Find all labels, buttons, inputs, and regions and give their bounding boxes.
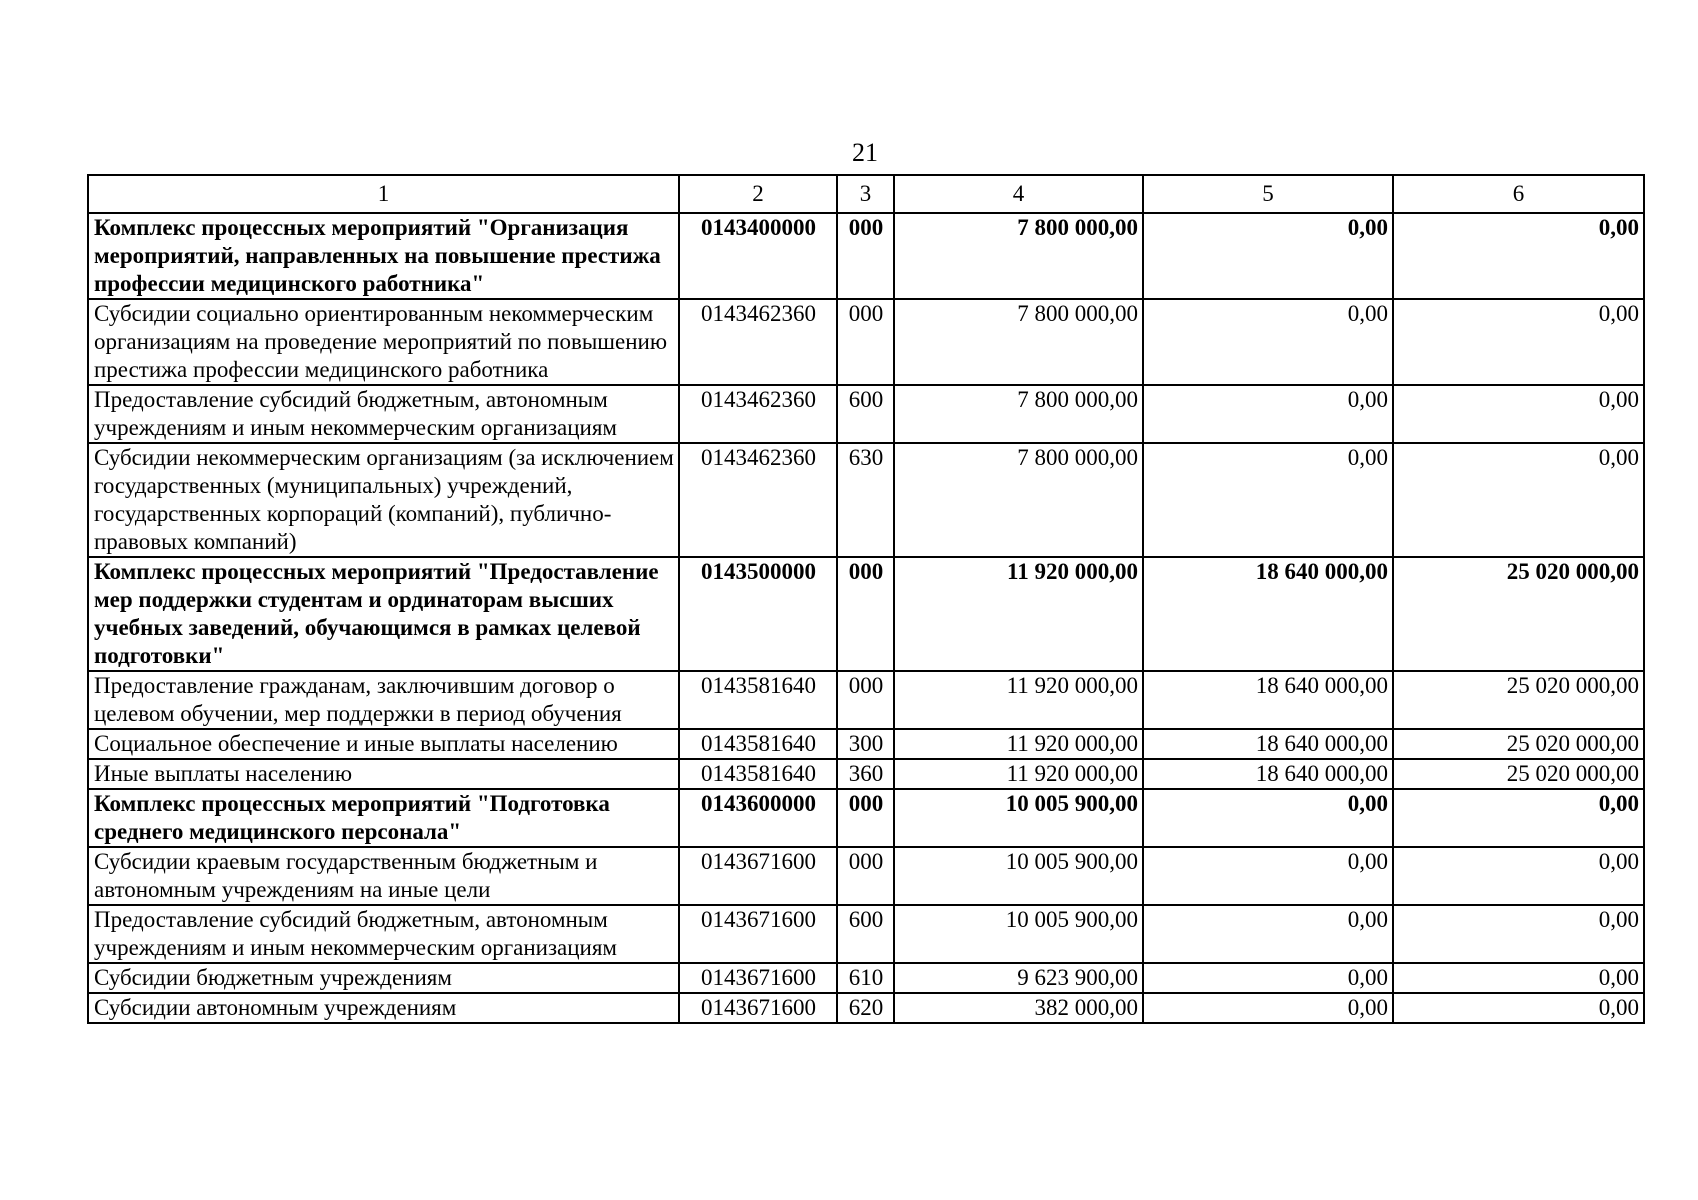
- table-row: [88, 759, 1644, 789]
- row-name-cell: Предоставление субсидий бюджетным, автономным учреждениям и иным некоммерческим организациям: [88, 385, 679, 443]
- row-amount-col6: 25 020 000,00: [1393, 671, 1644, 729]
- row-amount-col5: 0,00: [1143, 905, 1393, 963]
- row-code-cell: 0143462360: [679, 299, 837, 385]
- row-amount-col6: 0,00: [1393, 847, 1644, 905]
- row-kind-cell: 610: [837, 963, 894, 993]
- row-code-cell: 0143500000: [679, 557, 837, 671]
- row-amount-col4: 11 920 000,00: [894, 759, 1143, 789]
- row-kind-cell: 000: [837, 213, 894, 299]
- table-body: [88, 213, 1644, 1023]
- row-name-cell: Комплекс процессных мероприятий "Организация мероприятий, направленных на повышение престижа профессии медицинского работника": [88, 213, 679, 299]
- row-kind-cell: 600: [837, 385, 894, 443]
- row-kind-cell: 630: [837, 443, 894, 557]
- row-kind-cell: 000: [837, 557, 894, 671]
- table-row: [88, 729, 1644, 759]
- row-amount-col4: 10 005 900,00: [894, 905, 1143, 963]
- row-amount-col4: 382 000,00: [894, 993, 1143, 1023]
- row-kind-cell: 000: [837, 299, 894, 385]
- row-amount-col6: 0,00: [1393, 993, 1644, 1023]
- row-code-cell: 0143600000: [679, 789, 837, 847]
- row-amount-col6: 25 020 000,00: [1393, 557, 1644, 671]
- row-code-cell: 0143671600: [679, 963, 837, 993]
- row-name-cell: Субсидии социально ориентированным некоммерческим организациям на проведение мероприятий по повышению престижа профессии медицинского работника: [88, 299, 679, 385]
- header-cell-2: 2: [679, 175, 837, 213]
- row-amount-col5: 0,00: [1143, 993, 1393, 1023]
- row-amount-col4: 11 920 000,00: [894, 671, 1143, 729]
- row-amount-col5: 0,00: [1143, 213, 1393, 299]
- row-name-cell: Комплекс процессных мероприятий "Предоставление мер поддержки студентам и ординаторам высших учебных заведений, обучающимся в рамках целевой подготовки": [88, 557, 679, 671]
- table-row: [88, 847, 1644, 905]
- row-amount-col6: 25 020 000,00: [1393, 759, 1644, 789]
- row-name-cell: Социальное обеспечение и иные выплаты населению: [88, 729, 679, 759]
- row-name-cell: Субсидии краевым государственным бюджетным и автономным учреждениям на иные цели: [88, 847, 679, 905]
- header-cell-1: 1: [88, 175, 679, 213]
- row-amount-col5: 0,00: [1143, 789, 1393, 847]
- row-amount-col5: 18 640 000,00: [1143, 729, 1393, 759]
- row-name-cell: Предоставление субсидий бюджетным, автономным учреждениям и иным некоммерческим организациям: [88, 905, 679, 963]
- row-amount-col4: 9 623 900,00: [894, 963, 1143, 993]
- row-name-cell: Субсидии автономным учреждениям: [88, 993, 679, 1023]
- row-amount-col6: 0,00: [1393, 443, 1644, 557]
- row-kind-cell: 000: [837, 847, 894, 905]
- row-code-cell: 0143581640: [679, 759, 837, 789]
- table-row: [88, 385, 1644, 443]
- row-kind-cell: 000: [837, 789, 894, 847]
- row-amount-col6: 0,00: [1393, 299, 1644, 385]
- row-name-cell: Субсидии некоммерческим организациям (за исключением государственных (муниципальных) учреждений, государственных корпораций (компаний), публично-правовых компаний): [88, 443, 679, 557]
- row-kind-cell: 300: [837, 729, 894, 759]
- row-code-cell: 0143671600: [679, 847, 837, 905]
- row-name-cell: Субсидии бюджетным учреждениям: [88, 963, 679, 993]
- row-kind-cell: 000: [837, 671, 894, 729]
- row-amount-col4: 11 920 000,00: [894, 729, 1143, 759]
- row-code-cell: 0143581640: [679, 729, 837, 759]
- header-cell-3: 3: [837, 175, 894, 213]
- row-code-cell: 0143581640: [679, 671, 837, 729]
- row-amount-col4: 7 800 000,00: [894, 213, 1143, 299]
- row-amount-col4: 11 920 000,00: [894, 557, 1143, 671]
- row-amount-col5: 18 640 000,00: [1143, 557, 1393, 671]
- row-amount-col6: 0,00: [1393, 963, 1644, 993]
- row-amount-col6: 0,00: [1393, 385, 1644, 443]
- header-cell-5: 5: [1143, 175, 1393, 213]
- table-row: [88, 299, 1644, 385]
- row-amount-col6: 25 020 000,00: [1393, 729, 1644, 759]
- row-amount-col6: 0,00: [1393, 905, 1644, 963]
- table-row: [88, 213, 1644, 299]
- row-amount-col5: 0,00: [1143, 443, 1393, 557]
- row-name-cell: Комплекс процессных мероприятий "Подготовка среднего медицинского персонала": [88, 789, 679, 847]
- row-amount-col4: 7 800 000,00: [894, 443, 1143, 557]
- row-kind-cell: 620: [837, 993, 894, 1023]
- row-code-cell: 0143462360: [679, 385, 837, 443]
- row-amount-col4: 10 005 900,00: [894, 847, 1143, 905]
- page-number: 21: [852, 138, 878, 167]
- budget-table: [87, 174, 1645, 1024]
- row-amount-col5: 18 640 000,00: [1143, 671, 1393, 729]
- table-row: [88, 963, 1644, 993]
- row-amount-col5: 18 640 000,00: [1143, 759, 1393, 789]
- table-row: [88, 905, 1644, 963]
- row-name-cell: Иные выплаты населению: [88, 759, 679, 789]
- table-row: [88, 671, 1644, 729]
- row-code-cell: 0143671600: [679, 905, 837, 963]
- table-row: [88, 993, 1644, 1023]
- table-row: [88, 443, 1644, 557]
- row-code-cell: 0143400000: [679, 213, 837, 299]
- row-amount-col6: 0,00: [1393, 213, 1644, 299]
- row-kind-cell: 360: [837, 759, 894, 789]
- row-amount-col5: 0,00: [1143, 847, 1393, 905]
- row-amount-col4: 7 800 000,00: [894, 299, 1143, 385]
- row-amount-col5: 0,00: [1143, 385, 1393, 443]
- header-row: [88, 175, 1644, 213]
- row-kind-cell: 600: [837, 905, 894, 963]
- row-code-cell: 0143671600: [679, 993, 837, 1023]
- row-amount-col5: 0,00: [1143, 299, 1393, 385]
- header-cell-4: 4: [894, 175, 1143, 213]
- row-code-cell: 0143462360: [679, 443, 837, 557]
- table-row: [88, 557, 1644, 671]
- row-amount-col4: 10 005 900,00: [894, 789, 1143, 847]
- row-amount-col6: 0,00: [1393, 789, 1644, 847]
- row-amount-col5: 0,00: [1143, 963, 1393, 993]
- header-cell-6: 6: [1393, 175, 1644, 213]
- table-row: [88, 789, 1644, 847]
- row-name-cell: Предоставление гражданам, заключившим договор о целевом обучении, мер поддержки в период обучения: [88, 671, 679, 729]
- row-amount-col4: 7 800 000,00: [894, 385, 1143, 443]
